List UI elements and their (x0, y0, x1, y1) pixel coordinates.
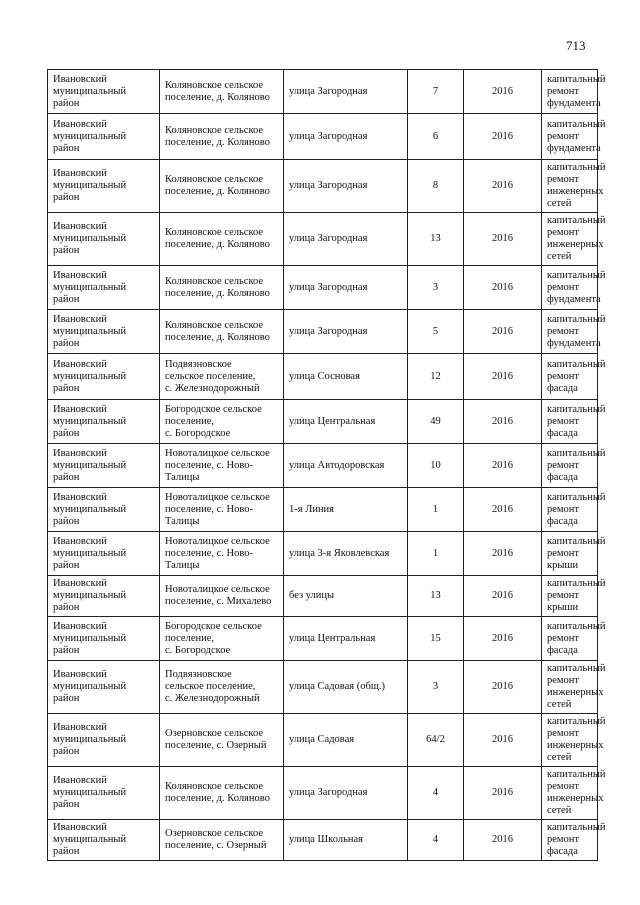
settlement-cell (160, 576, 284, 617)
street-cell (284, 160, 408, 213)
work-type-cell (542, 714, 606, 767)
house-number-cell-text: 13 (430, 233, 441, 244)
house-number-cell (408, 213, 464, 266)
house-number-cell-text: 1 (432, 503, 439, 515)
table-row (48, 661, 598, 714)
year-cell (464, 661, 542, 714)
house-number-cell-text: 4 (432, 834, 439, 845)
work-type-cell-text: капитальный ремонт фундамента (547, 313, 606, 349)
house-number-cell-text: 49 (430, 415, 441, 427)
house-number-cell (408, 160, 464, 213)
street-cell (284, 532, 408, 576)
work-type-cell (542, 820, 606, 861)
year-cell-text: 2016 (492, 590, 513, 601)
street-cell (284, 576, 408, 617)
district-cell-text: Ивановский муниципальный район (53, 313, 127, 349)
district-cell (48, 213, 160, 266)
table-row (48, 488, 598, 532)
year-cell (464, 444, 542, 488)
house-number-cell (408, 114, 464, 160)
street-cell (284, 114, 408, 160)
district-cell (48, 444, 160, 488)
work-type-cell (542, 70, 606, 114)
settlement-cell (160, 160, 284, 213)
street-cell (284, 488, 408, 532)
street-cell-text: улица Загородная (289, 281, 368, 293)
work-type-cell (542, 444, 606, 488)
house-number-cell (408, 576, 464, 617)
district-cell-text: Ивановский муниципальный район (53, 722, 127, 757)
house-number-cell-text: 13 (430, 590, 441, 601)
settlement-cell-text: Коляновское сельское поселение, д. Коляново (165, 124, 270, 148)
work-type-cell (542, 488, 606, 532)
table-row (48, 160, 598, 213)
settlement-cell (160, 354, 284, 400)
settlement-cell (160, 400, 284, 444)
table-row (48, 714, 598, 767)
work-type-cell-text: капитальный ремонт фундамента (547, 118, 606, 154)
street-cell (284, 714, 408, 767)
house-number-cell-text: 12 (430, 370, 441, 382)
year-cell (464, 488, 542, 532)
house-number-cell-text: 4 (432, 787, 439, 798)
year-cell-text: 2016 (492, 180, 513, 191)
year-cell-text: 2016 (492, 85, 513, 97)
settlement-cell-text: Новоталицкое сельское поселение, с. Ново- Талицы (165, 535, 270, 571)
settlement-cell (160, 266, 284, 310)
house-number-cell-text: 8 (432, 180, 439, 191)
street-cell-text: улица Загородная (289, 130, 368, 142)
table-row (48, 820, 598, 861)
settlement-cell (160, 488, 284, 532)
district-cell (48, 714, 160, 767)
district-cell-text: Ивановский муниципальный район (53, 168, 127, 203)
district-cell (48, 767, 160, 820)
settlement-cell (160, 310, 284, 354)
house-number-cell (408, 488, 464, 532)
street-cell-text: улица Сосновая (289, 370, 360, 382)
house-number-cell-text: 10 (430, 459, 441, 471)
street-cell (284, 444, 408, 488)
year-cell (464, 114, 542, 160)
settlement-cell (160, 70, 284, 114)
street-cell-text: улица 3-я Яковлевская (289, 547, 390, 559)
settlement-cell-text: Коляновское сельское поселение, д. Коляново (165, 275, 270, 299)
settlement-cell-text: Подвязновское сельское поселение, с. Железнодорожный (165, 669, 260, 704)
work-type-cell-text: капитальный ремонт фасада (547, 620, 606, 656)
district-cell (48, 266, 160, 310)
work-type-cell (542, 661, 606, 714)
street-cell-text: улица Центральная (289, 632, 376, 644)
work-type-cell-text: капитальный ремонт фундамента (547, 73, 606, 109)
table-row (48, 70, 598, 114)
street-cell (284, 213, 408, 266)
settlement-cell (160, 532, 284, 576)
work-type-cell-text: капитальный ремонт фундамента (547, 269, 606, 305)
house-number-cell-text: 64/2 (426, 734, 445, 745)
district-cell (48, 310, 160, 354)
district-cell-text: Ивановский муниципальный район (53, 535, 127, 571)
settlement-cell-text: Новоталицкое сельское поселение, с. Ново- Талицы (165, 491, 270, 527)
house-number-cell (408, 714, 464, 767)
house-number-cell (408, 444, 464, 488)
settlement-cell (160, 617, 284, 661)
year-cell (464, 767, 542, 820)
district-cell-text: Ивановский муниципальный район (53, 403, 127, 439)
settlement-cell-text: Новоталицкое сельское поселение, с. Ново- Талицы (165, 447, 270, 483)
house-number-cell (408, 354, 464, 400)
work-type-cell-text: капитальный ремонт крыши (547, 535, 606, 571)
district-cell (48, 114, 160, 160)
work-type-cell-text: капитальный ремонт инженерных сетей (547, 162, 606, 209)
street-cell (284, 354, 408, 400)
work-type-cell (542, 576, 606, 617)
work-type-cell-text: капитальный ремонт фасада (547, 358, 606, 394)
street-cell (284, 617, 408, 661)
settlement-cell-text: Коляновское сельское поселение, д. Коляново (165, 781, 270, 804)
settlement-cell (160, 714, 284, 767)
house-number-cell-text: 3 (432, 281, 439, 293)
district-cell (48, 576, 160, 617)
street-cell-text: улица Загородная (289, 85, 368, 97)
house-number-cell (408, 767, 464, 820)
work-type-cell (542, 354, 606, 400)
house-number-cell (408, 820, 464, 861)
street-cell (284, 820, 408, 861)
year-cell (464, 400, 542, 444)
street-cell-text: улица Садовая (289, 734, 355, 745)
street-cell (284, 266, 408, 310)
district-cell-text: Ивановский муниципальный район (53, 221, 127, 256)
work-type-cell (542, 160, 606, 213)
year-cell-text: 2016 (492, 370, 513, 382)
work-type-cell (542, 213, 606, 266)
table-row (48, 617, 598, 661)
house-number-cell-text: 1 (432, 547, 439, 559)
district-cell-text: Ивановский муниципальный район (53, 358, 127, 394)
year-cell (464, 576, 542, 617)
work-type-cell (542, 310, 606, 354)
district-cell (48, 532, 160, 576)
settlement-cell-text: Коляновское сельское поселение, д. Коляново (165, 174, 270, 197)
house-number-cell-text: 7 (432, 85, 439, 97)
district-cell-text: Ивановский муниципальный район (53, 491, 127, 527)
settlement-cell-text: Подвязновское сельское поселение, с. Железнодорожный (165, 358, 260, 394)
street-cell (284, 310, 408, 354)
year-cell-text: 2016 (492, 415, 513, 427)
district-cell-text: Ивановский муниципальный район (53, 669, 127, 704)
district-cell-text: Ивановский муниципальный район (53, 578, 127, 613)
year-cell (464, 213, 542, 266)
work-type-cell-text: капитальный ремонт инженерных сетей (547, 215, 606, 262)
house-number-cell (408, 617, 464, 661)
table-row (48, 354, 598, 400)
year-cell (464, 354, 542, 400)
settlement-cell-text: Озерновское сельское поселение, с. Озерный (165, 828, 267, 851)
work-type-cell (542, 114, 606, 160)
work-type-cell (542, 532, 606, 576)
district-cell-text: Ивановский муниципальный район (53, 447, 127, 483)
settlement-cell-text: Коляновское сельское поселение, д. Коляново (165, 319, 270, 343)
house-number-cell-text: 15 (430, 632, 441, 644)
work-type-cell-text: капитальный ремонт инженерных сетей (547, 769, 606, 816)
year-cell-text: 2016 (492, 459, 513, 471)
settlement-cell-text: Озерновское сельское поселение, с. Озерный (165, 728, 267, 751)
street-cell-text: 1-я Линия (289, 503, 335, 515)
house-number-cell (408, 400, 464, 444)
year-cell-text: 2016 (492, 547, 513, 559)
year-cell-text: 2016 (492, 281, 513, 293)
work-type-cell-text: капитальный ремонт инженерных сетей (547, 716, 606, 763)
year-cell-text: 2016 (492, 632, 513, 644)
work-type-cell (542, 266, 606, 310)
street-cell-text: улица Школьная (289, 834, 363, 845)
table-row (48, 213, 598, 266)
district-cell (48, 400, 160, 444)
table-row (48, 767, 598, 820)
house-number-cell (408, 310, 464, 354)
year-cell-text: 2016 (492, 325, 513, 337)
street-cell-text: улица Центральная (289, 415, 376, 427)
street-cell-text: без улицы (289, 590, 335, 601)
table-row (48, 576, 598, 617)
district-cell-text: Ивановский муниципальный район (53, 620, 127, 656)
street-cell (284, 767, 408, 820)
year-cell-text: 2016 (492, 787, 513, 798)
year-cell-text: 2016 (492, 130, 513, 142)
table-row (48, 532, 598, 576)
year-cell (464, 617, 542, 661)
settlement-cell (160, 661, 284, 714)
year-cell (464, 160, 542, 213)
year-cell (464, 532, 542, 576)
street-cell-text: улица Загородная (289, 233, 368, 244)
district-cell (48, 488, 160, 532)
table-row (48, 114, 598, 160)
street-cell-text: улица Автодоровская (289, 459, 385, 471)
street-cell (284, 661, 408, 714)
settlement-cell-text: Новоталицкое сельское поселение, с. Михалево (165, 584, 272, 607)
year-cell (464, 70, 542, 114)
house-number-cell-text: 6 (432, 130, 439, 142)
work-type-cell-text: капитальный ремонт фасада (547, 403, 606, 439)
district-cell (48, 617, 160, 661)
house-number-cell (408, 70, 464, 114)
settlement-cell-text: Коляновское сельское поселение, д. Коляново (165, 227, 270, 250)
settlement-cell-text: Коляновское сельское поселение, д. Коляново (165, 79, 270, 103)
work-type-cell-text: капитальный ремонт крыши (547, 578, 606, 613)
district-cell (48, 820, 160, 861)
house-number-cell (408, 661, 464, 714)
district-cell (48, 160, 160, 213)
settlement-cell (160, 767, 284, 820)
district-cell (48, 70, 160, 114)
year-cell-text: 2016 (492, 681, 513, 692)
settlement-cell (160, 820, 284, 861)
repair-registry-table (47, 69, 606, 861)
district-cell-text: Ивановский муниципальный район (53, 775, 127, 810)
settlement-cell-text: Богородское сельское поселение, с. Богородское (165, 403, 262, 439)
district-cell-text: Ивановский муниципальный район (53, 822, 127, 857)
year-cell-text: 2016 (492, 734, 513, 745)
district-cell-text: Ивановский муниципальный район (53, 269, 127, 305)
district-cell (48, 354, 160, 400)
settlement-cell (160, 213, 284, 266)
district-cell-text: Ивановский муниципальный район (53, 118, 127, 154)
street-cell-text: улица Загородная (289, 180, 368, 191)
table-body (48, 70, 606, 861)
table-row (48, 310, 598, 354)
year-cell-text: 2016 (492, 503, 513, 515)
work-type-cell-text: капитальный ремонт фасада (547, 491, 606, 527)
year-cell (464, 266, 542, 310)
work-type-cell-text: капитальный ремонт инженерных сетей (547, 663, 606, 710)
work-type-cell (542, 400, 606, 444)
table-row (48, 266, 598, 310)
house-number-cell (408, 266, 464, 310)
house-number-cell-text: 5 (432, 325, 439, 337)
house-number-cell (408, 532, 464, 576)
street-cell-text: улица Загородная (289, 787, 368, 798)
street-cell-text: улица Садовая (общ.) (289, 681, 386, 692)
page-number: 713 (566, 38, 586, 53)
street-cell (284, 400, 408, 444)
house-number-cell-text: 3 (432, 681, 439, 692)
street-cell (284, 70, 408, 114)
year-cell (464, 310, 542, 354)
year-cell-text: 2016 (492, 233, 513, 244)
year-cell (464, 714, 542, 767)
district-cell-text: Ивановский муниципальный район (53, 73, 127, 109)
work-type-cell (542, 617, 606, 661)
work-type-cell-text: капитальный ремонт фасада (547, 447, 606, 483)
work-type-cell (542, 767, 606, 820)
settlement-cell (160, 444, 284, 488)
work-type-cell-text: капитальный ремонт фасада (547, 822, 606, 857)
settlement-cell (160, 114, 284, 160)
table-row (48, 400, 598, 444)
district-cell (48, 661, 160, 714)
table-row (48, 444, 598, 488)
year-cell (464, 820, 542, 861)
year-cell-text: 2016 (492, 834, 513, 845)
settlement-cell-text: Богородское сельское поселение, с. Богородское (165, 620, 262, 656)
street-cell-text: улица Загородная (289, 325, 368, 337)
